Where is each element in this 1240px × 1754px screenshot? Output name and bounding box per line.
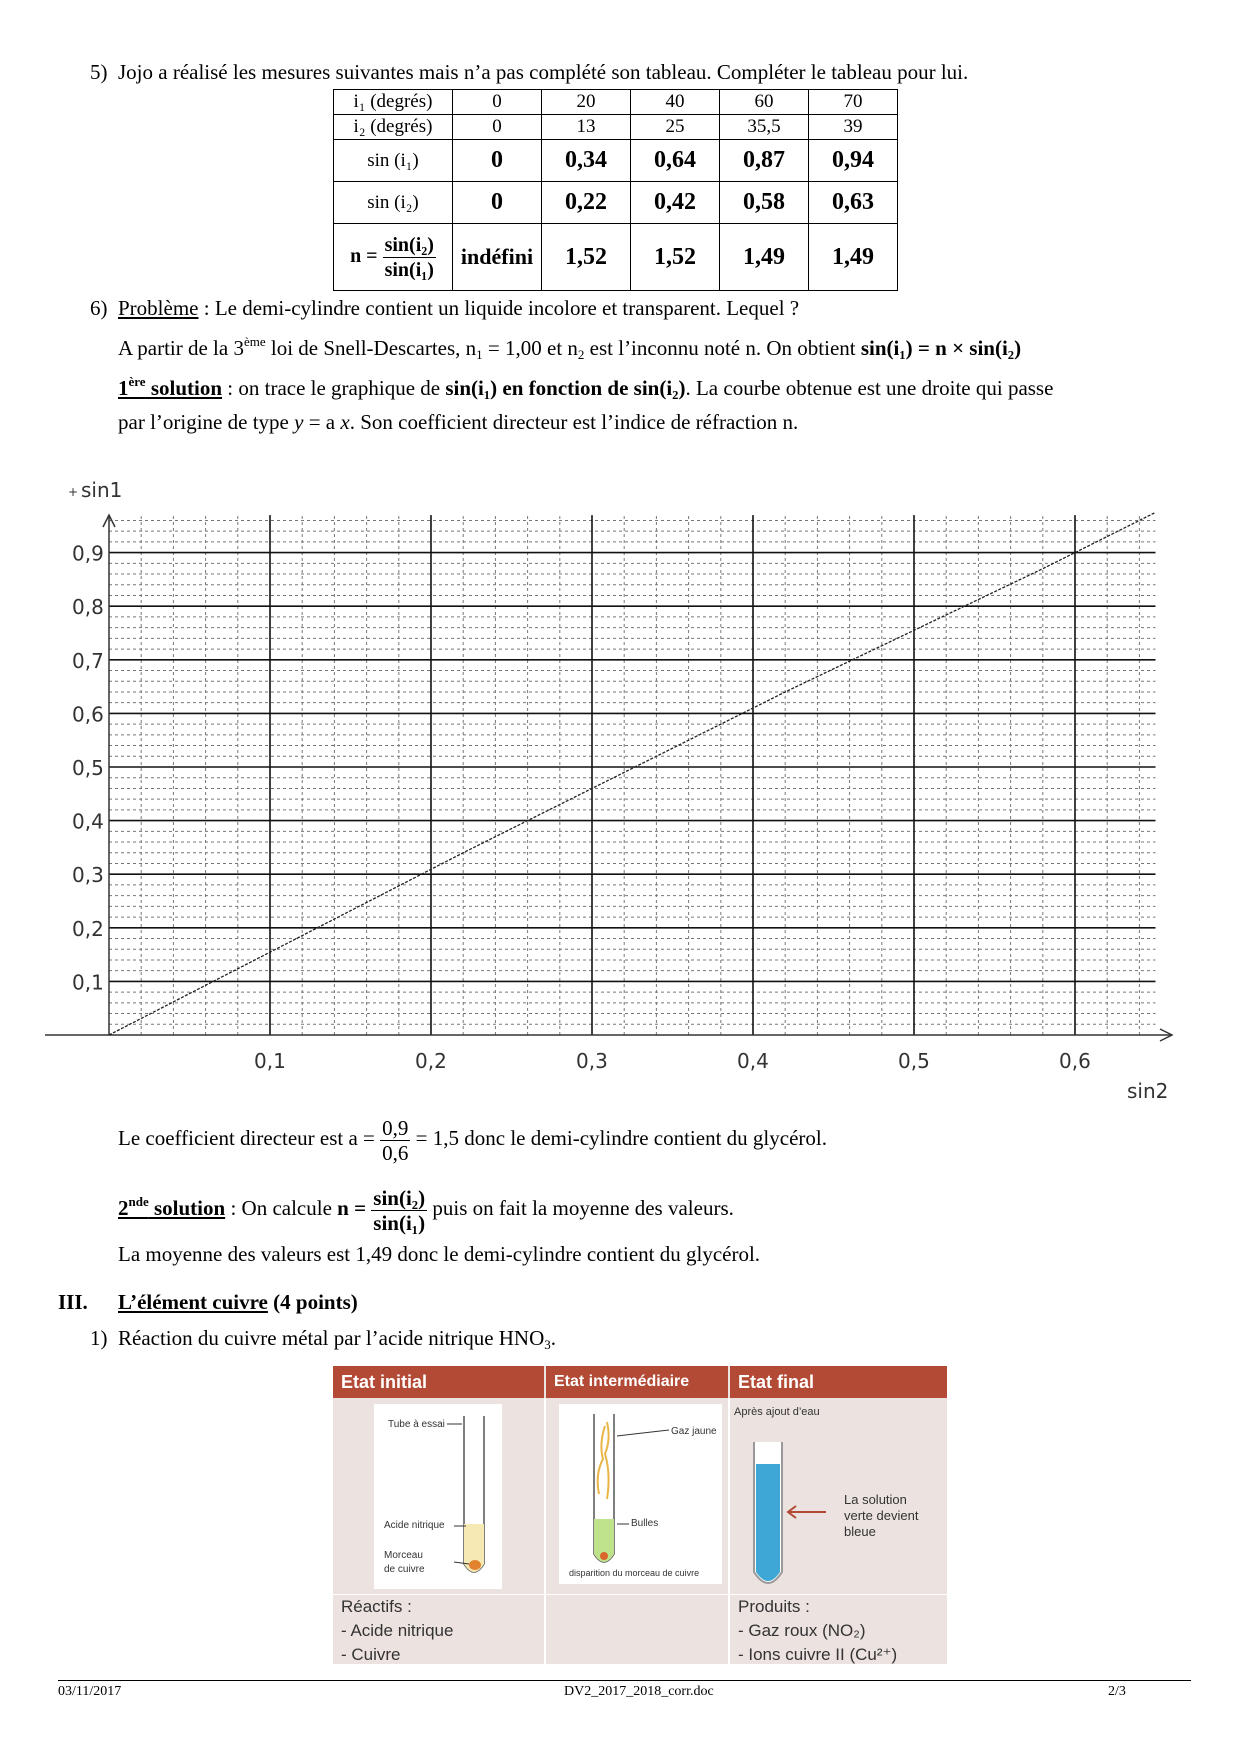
coef-text: Le coefficient directeur est a = bbox=[118, 1126, 381, 1150]
section3-points: (4 points) bbox=[267, 1290, 358, 1314]
y-tick-label: 0,1 bbox=[72, 970, 104, 995]
cell: 0,22 bbox=[542, 182, 631, 224]
y-axis-label: sin1 bbox=[81, 478, 123, 502]
x-tick-label: 0,2 bbox=[415, 1049, 447, 1073]
sol1-text: : on trace le graphique de bbox=[222, 376, 446, 400]
tube-initial-icon bbox=[374, 1404, 502, 1589]
coef-den: 0,6 bbox=[382, 1140, 409, 1165]
n-fraction-den: sin(i₁) bbox=[384, 258, 434, 281]
sol2-sup: nde bbox=[128, 1194, 149, 1209]
cell: 35,5 bbox=[720, 115, 809, 140]
cell: 70 bbox=[809, 90, 898, 115]
label-morceau: Morceau bbox=[384, 1550, 423, 1561]
label-solution-1: La solution bbox=[844, 1492, 907, 1507]
label-tube: Tube à essai bbox=[388, 1419, 445, 1430]
reactif-item: - Acide nitrique bbox=[341, 1621, 454, 1640]
label-acide: Acide nitrique bbox=[384, 1520, 445, 1531]
sol1-text: . La courbe obtenue est une droite qui passe bbox=[685, 376, 1054, 400]
produit-item: - Gaz roux (NO₂) bbox=[738, 1621, 866, 1640]
row-label-sin-i1: sin (i₁) bbox=[334, 140, 453, 182]
final-drawing bbox=[734, 1402, 947, 1592]
y-tick-label: 0,4 bbox=[72, 809, 104, 834]
footer-date: 03/11/2017 bbox=[58, 1684, 122, 1699]
sol1-bold: sin(i₁) en fonction de sin(i₂) bbox=[445, 376, 686, 400]
footer-page: 2/3 bbox=[1108, 1684, 1126, 1699]
law-equation: sin(i₁) = n × sin(i₂) bbox=[860, 336, 1022, 360]
sol2-word: solution bbox=[148, 1196, 226, 1220]
initial-drawing bbox=[374, 1404, 502, 1589]
cell: 39 bbox=[809, 115, 898, 140]
cell: 0,64 bbox=[631, 140, 720, 182]
y-tick-label: 0,7 bbox=[72, 648, 104, 673]
copper-reaction-figure bbox=[333, 1366, 947, 1664]
law-part: loi de Snell-Descartes, n bbox=[265, 336, 477, 360]
coef-line bbox=[118, 1112, 827, 1164]
q5-number: 5) bbox=[90, 60, 108, 84]
sol1-num: 1 bbox=[118, 376, 129, 400]
cell: 0,87 bbox=[720, 140, 809, 182]
produits-list bbox=[738, 1595, 897, 1667]
law-part: A partir de la 3 bbox=[118, 336, 244, 360]
q5-text: Jojo a réalisé les mesures suivantes mais n’a pas complété son tableau. Compléter le tableau pour lui. bbox=[118, 60, 969, 84]
sol2-num-frac: sin(i₂) bbox=[373, 1185, 426, 1210]
law-sub: 2 bbox=[577, 347, 585, 362]
sol1-word: solution bbox=[145, 376, 223, 400]
cell: 0,63 bbox=[809, 182, 898, 224]
x-tick-label: 0,5 bbox=[898, 1049, 930, 1073]
coef-fraction bbox=[380, 1116, 410, 1165]
sol2-text: : On calcule bbox=[225, 1196, 338, 1220]
label-solution-3: bleue bbox=[844, 1524, 876, 1539]
section3-number: III. bbox=[58, 1290, 88, 1314]
y-tick-label: 0,2 bbox=[72, 916, 104, 941]
sol2-den-frac: sin(i₁) bbox=[373, 1210, 426, 1235]
cell: 20 bbox=[542, 90, 631, 115]
y-axis-label-plus: + bbox=[68, 485, 79, 499]
cell: indéfini bbox=[453, 224, 542, 291]
sol2-num: 2 bbox=[118, 1196, 129, 1220]
tick-labels bbox=[72, 542, 1091, 1073]
tube-blue-icon bbox=[734, 1402, 947, 1592]
head-initial: Etat initial bbox=[333, 1366, 544, 1398]
reactifs-title: Réactifs : bbox=[341, 1597, 412, 1616]
probleme-label: Problème bbox=[118, 296, 199, 320]
q1-sub: 3 bbox=[544, 1337, 551, 1352]
cell: 0,58 bbox=[720, 182, 809, 224]
sol1-line2: . Son coefficient directeur est l’indice de réfraction n. bbox=[349, 410, 799, 434]
cell: 1,49 bbox=[720, 224, 809, 291]
sol2-fraction bbox=[371, 1186, 427, 1235]
label-disparition: disparition du morceau de cuivre bbox=[569, 1568, 700, 1578]
row-label-i2: i₂ (degrés) bbox=[334, 115, 453, 140]
law-sub: 1 bbox=[476, 347, 483, 362]
sol2-n-eq: n = bbox=[337, 1196, 372, 1220]
y-tick-label: 0,9 bbox=[72, 541, 104, 566]
cell: 60 bbox=[720, 90, 809, 115]
grid-minor bbox=[109, 515, 1156, 1035]
produits-title: Produits : bbox=[738, 1597, 810, 1616]
label-gaz-jaune: Gaz jaune bbox=[671, 1426, 717, 1437]
row-label-sin-i2: sin (i₂) bbox=[334, 182, 453, 224]
y-tick-label: 0,6 bbox=[72, 702, 104, 727]
x-tick-label: 0,3 bbox=[576, 1049, 608, 1073]
footer-rule bbox=[58, 1680, 1191, 1681]
reactifs-list bbox=[341, 1595, 453, 1667]
law-part: = 1,00 et n bbox=[482, 336, 578, 360]
series-line-droite bbox=[109, 512, 1156, 1035]
x-tick-label: 0,1 bbox=[254, 1049, 286, 1073]
divider bbox=[544, 1398, 546, 1664]
coef-num: 0,9 bbox=[382, 1115, 409, 1140]
label-solution-2: verte devient bbox=[844, 1508, 919, 1523]
footer-file: DV2_2017_2018_corr.doc bbox=[564, 1684, 714, 1699]
sol1-line2: par l’origine de type bbox=[118, 410, 295, 434]
x-tick-label: 0,4 bbox=[737, 1049, 769, 1073]
label-cuivre: de cuivre bbox=[384, 1564, 425, 1575]
q1-text-line bbox=[118, 1324, 556, 1359]
q1-end: . bbox=[550, 1326, 557, 1350]
section3-title: L’élément cuivre bbox=[118, 1290, 268, 1314]
n-fraction-num: sin(i₂) bbox=[384, 233, 434, 256]
cell: 0,34 bbox=[542, 140, 631, 182]
cell: 40 bbox=[631, 90, 720, 115]
sol2-text: puis on fait la moyenne des valeurs. bbox=[427, 1196, 734, 1220]
y-tick-label: 0,8 bbox=[72, 595, 104, 620]
divider bbox=[728, 1398, 730, 1664]
section3-title-line bbox=[118, 1288, 358, 1316]
solution2-label bbox=[118, 1196, 225, 1220]
coef-text: = 1,5 donc le demi-cylindre contient du glycérol. bbox=[410, 1126, 827, 1150]
sol1-line2: = a bbox=[303, 410, 341, 434]
grid-major bbox=[109, 515, 1156, 1035]
cell: 13 bbox=[542, 115, 631, 140]
label-bulles: Bulles bbox=[631, 1518, 659, 1529]
cell: 0 bbox=[453, 182, 542, 224]
law-part: est l’inconnu noté n. On obtient bbox=[584, 336, 861, 360]
y-tick-label: 0,3 bbox=[72, 863, 104, 888]
cell: 0 bbox=[453, 90, 542, 115]
law-sup: ème bbox=[243, 334, 266, 349]
intermediate-drawing bbox=[559, 1404, 722, 1584]
produit-item: - Ions cuivre II (Cu²⁺) bbox=[738, 1645, 898, 1664]
head-intermediate: Etat intermédiaire bbox=[546, 1366, 728, 1398]
q1-text: Réaction du cuivre métal par l’acide nitrique HNO bbox=[118, 1326, 545, 1350]
cell: 25 bbox=[631, 115, 720, 140]
label-apres: Après ajout d’eau bbox=[734, 1406, 820, 1418]
q1-number: 1) bbox=[90, 1326, 108, 1350]
cell: 0,94 bbox=[809, 140, 898, 182]
head-final: Etat final bbox=[730, 1366, 947, 1398]
y-tick-label: 0,5 bbox=[72, 756, 104, 780]
x-tick-label: 0,6 bbox=[1059, 1049, 1091, 1073]
cell: 0 bbox=[453, 140, 542, 182]
x-axis-label: sin2 bbox=[1127, 1079, 1169, 1103]
cell: 1,49 bbox=[809, 224, 898, 291]
solution2-line bbox=[118, 1176, 734, 1235]
cell: 0 bbox=[453, 115, 542, 140]
reactif-item: - Cuivre bbox=[341, 1645, 401, 1664]
n-label-prefix: n = bbox=[350, 244, 378, 267]
row-label-i1: i₁ (degrés) bbox=[334, 90, 453, 115]
q6-number: 6) bbox=[90, 296, 108, 320]
cell: 1,52 bbox=[542, 224, 631, 291]
probleme-text: : Le demi-cylindre contient un liquide incolore et transparent. Lequel ? bbox=[198, 296, 800, 320]
sol1-sup: ère bbox=[128, 374, 146, 389]
moyenne-line: La moyenne des valeurs est 1,49 donc le demi-cylindre contient du glycérol. bbox=[118, 1242, 761, 1266]
sol1-var-x: x bbox=[340, 410, 350, 434]
cell: 1,52 bbox=[631, 224, 720, 291]
sol1-var-y: y bbox=[294, 410, 304, 434]
cell: 0,42 bbox=[631, 182, 720, 224]
